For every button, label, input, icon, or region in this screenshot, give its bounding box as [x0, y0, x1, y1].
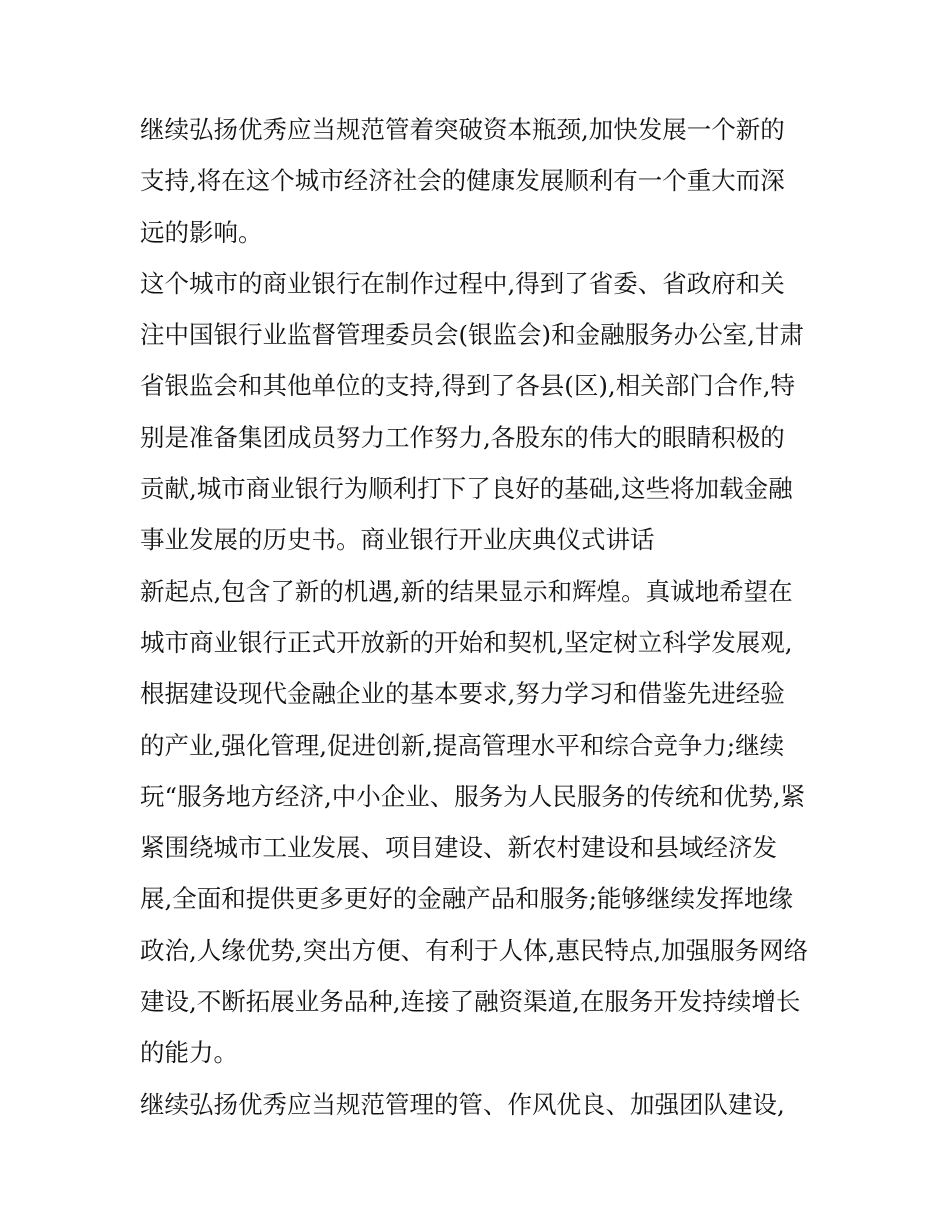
- text-line: 别是准备集团成员努力工作努力,各股东的伟大的眼睛积极的: [140, 422, 785, 452]
- text-line: 紧围绕城市工业发展、项目建设、新农村建设和县域经济发: [140, 833, 777, 863]
- text-line: 远的影响。: [140, 217, 263, 247]
- text-line: 继续弘扬优秀应当规范管理的管、作风优良、加强团队建设,: [140, 1089, 785, 1119]
- text-line: 的能力。: [140, 1038, 238, 1068]
- text-line: 事业发展的历史书。商业银行开业庆典仪式讲话: [140, 525, 655, 555]
- text-line: 展,全面和提供更多更好的金融产品和服务;能够继续发挥地缘: [140, 884, 794, 914]
- text-line: 这个城市的商业银行在制作过程中,得到了省委、省政府和关: [140, 268, 785, 298]
- document-body: [140, 108, 820, 1134]
- text-line: 的产业,强化管理,促进创新,提高管理水平和综合竞争力;继续: [140, 730, 785, 760]
- text-line: 建设,不断拓展业务品种,连接了融资渠道,在服务开发持续增长: [140, 987, 801, 1017]
- text-line: 新起点,包含了新的机遇,新的结果显示和辉煌。真诚地希望在: [140, 576, 793, 606]
- text-line: 省银监会和其他单位的支持,得到了各县(区),相关部门合作,特: [140, 371, 795, 401]
- text-line: 支持,将在这个城市经济社会的健康发展顺利有一个重大而深: [140, 166, 785, 196]
- text-line: 玩“服务地方经济,中小企业、服务为人民服务的传统和优势,紧: [140, 781, 806, 811]
- text-line: 根据建设现代金融企业的基本要求,努力学习和借鉴先进经验: [140, 679, 785, 709]
- text-line: 城市商业银行正式开放新的开始和契机,坚定树立科学发展观,: [140, 627, 793, 657]
- text-line: 注中国银行业监督管理委员会(银监会)和金融服务办公室,甘肃: [140, 320, 804, 350]
- text-line: 继续弘扬优秀应当规范管着突破资本瓶颈,加快发展一个新的: [140, 115, 785, 144]
- text-line: 贡献,城市商业银行为顺利打下了良好的基础,这些将加载金融: [140, 474, 793, 504]
- text-line: 政治,人缘优势,突出方便、有利于人体,惠民特点,加强服务网络: [140, 935, 809, 965]
